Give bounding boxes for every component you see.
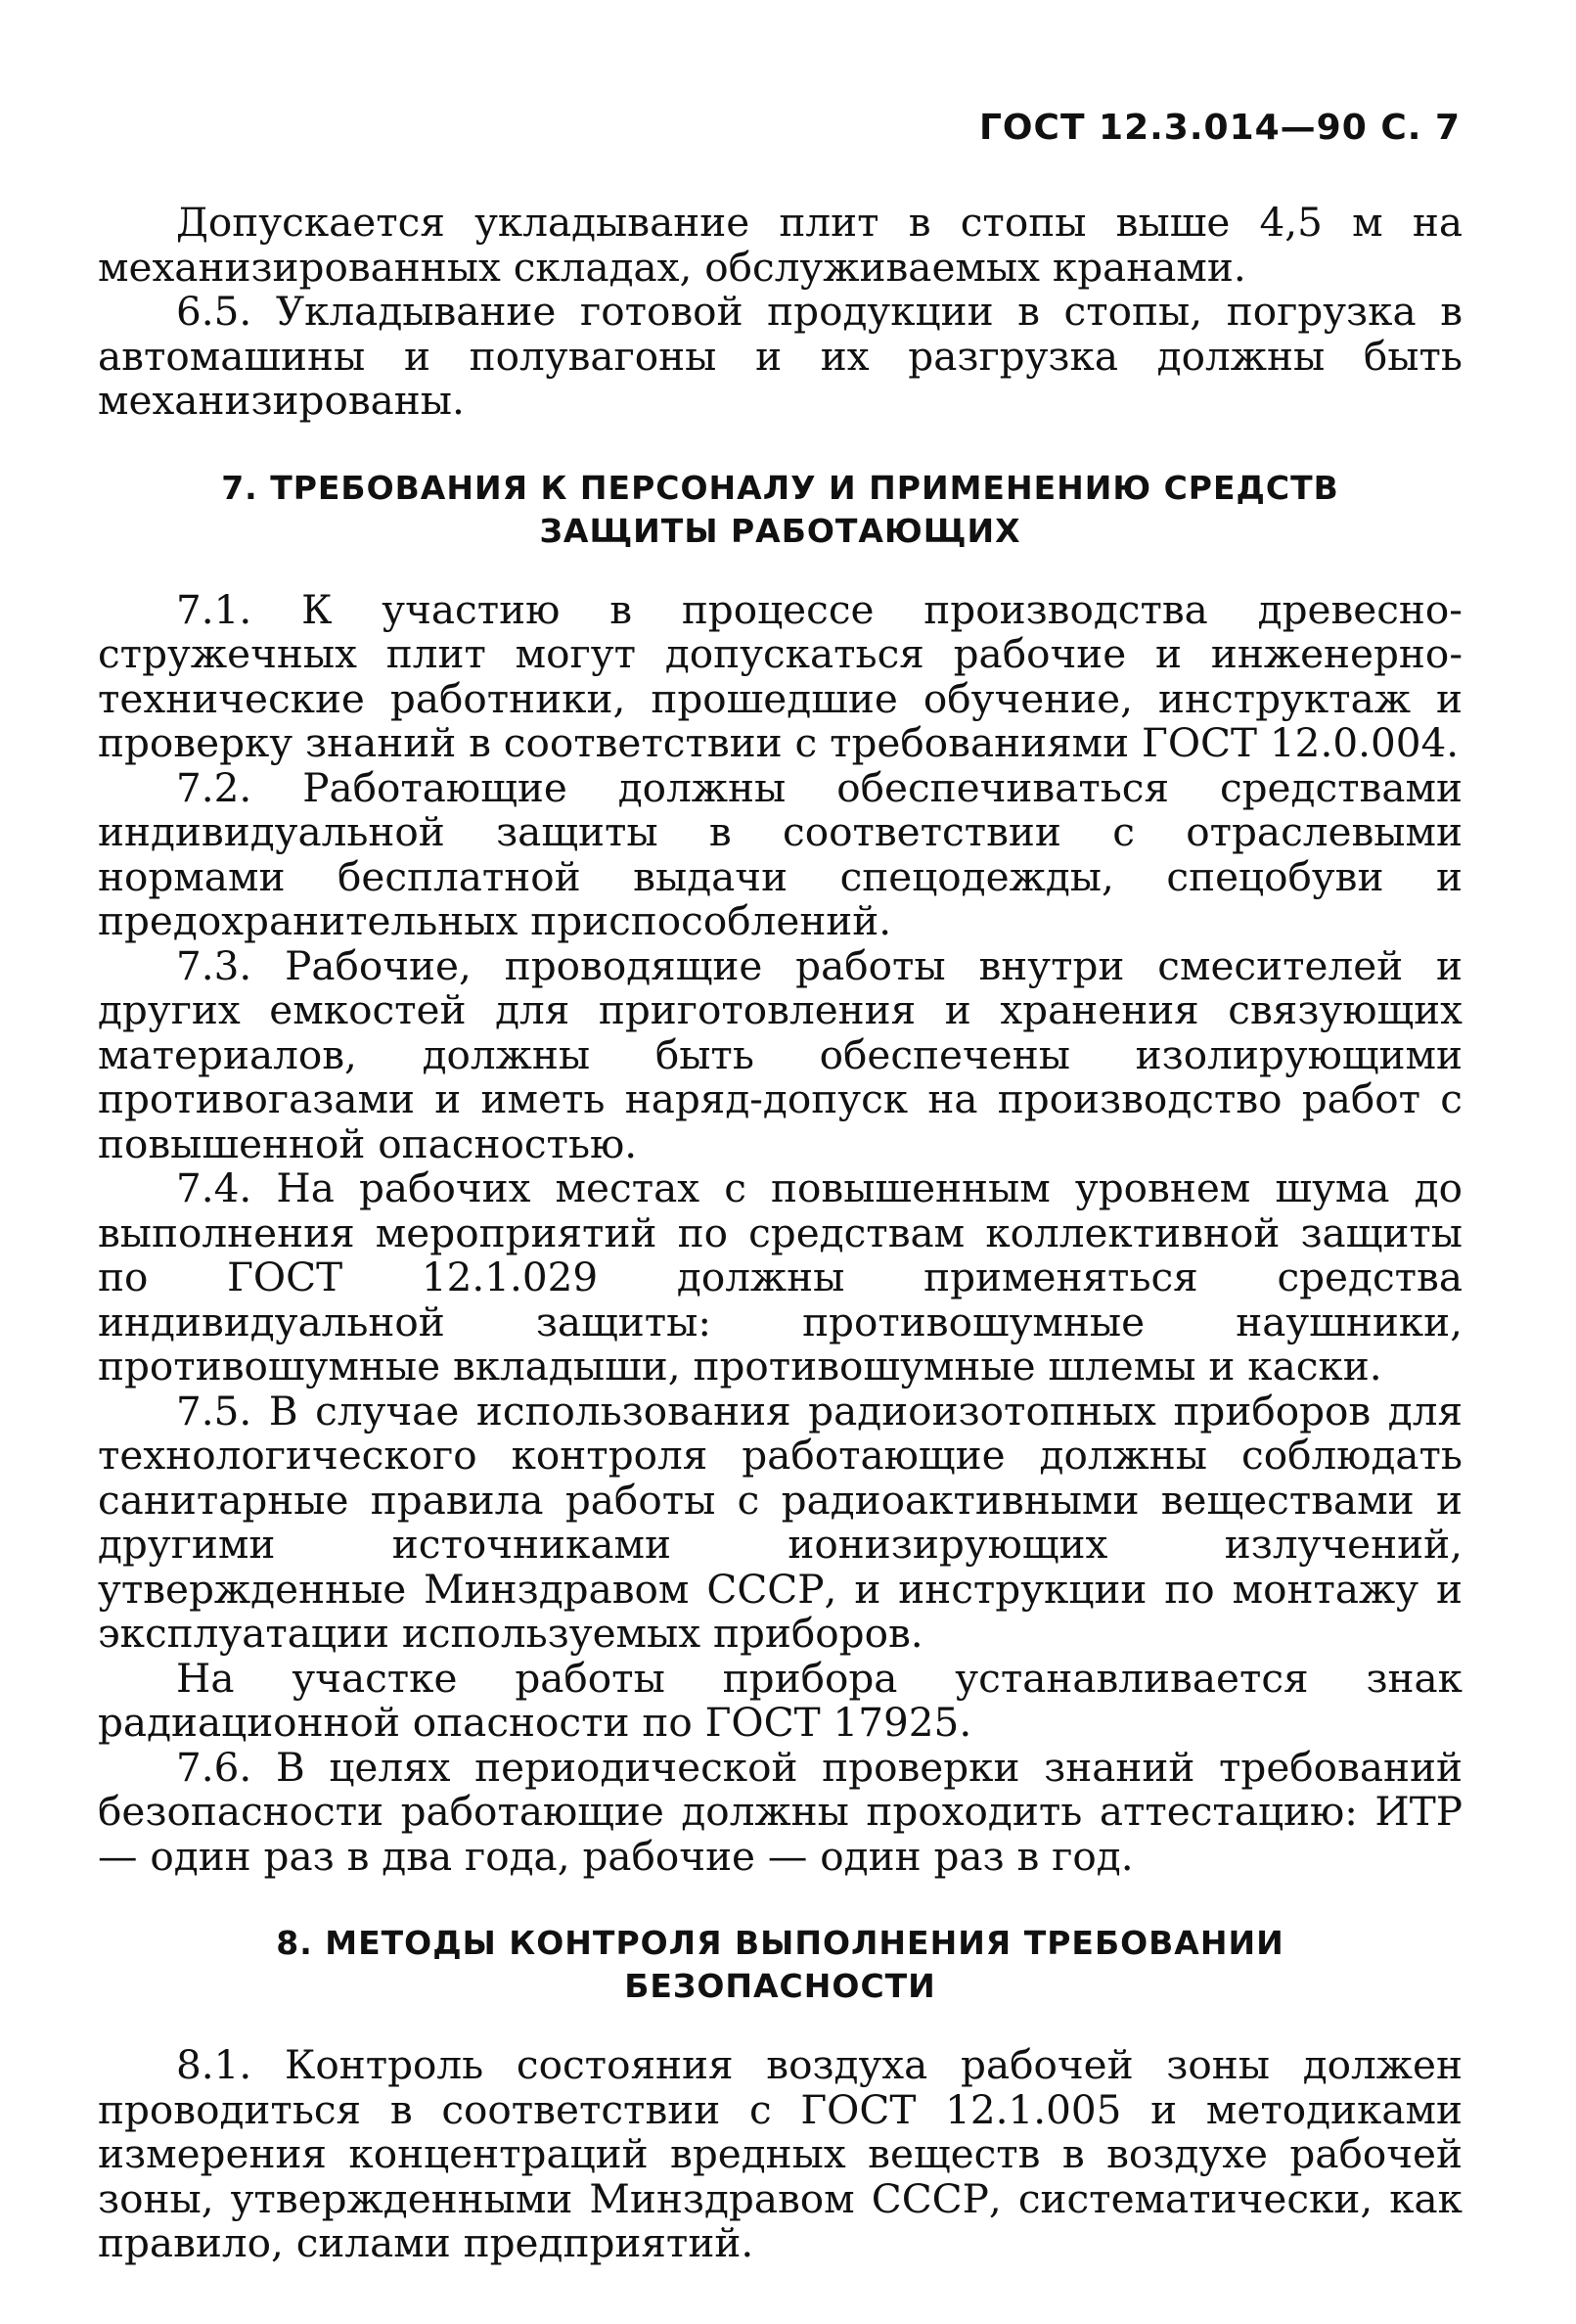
paragraph-7-4: 7.4. На рабочих местах с повышенным уровнем шума до выполнения мероприятий по средствам коллективной защиты по ГОСТ 12.1.029 должны применяться средства индивидуальной защиты: противошумные наушники, противошумные вкладыши, противошумные шлемы и каски. xyxy=(98,1164,1463,1390)
document-body xyxy=(98,201,1463,2266)
running-header: ГОСТ 12.3.014—90 С. 7 xyxy=(978,108,1461,148)
section-7-heading xyxy=(98,467,1463,553)
paragraph-6-5: 6.5. Укладывание готовой продукции в стопы, погрузка в автомашины и полувагоны и их разгрузка должны быть механизированы. xyxy=(98,288,1463,424)
section-8-heading-line-2: БЕЗОПАСНОСТИ xyxy=(624,1967,936,2005)
section-8-heading xyxy=(98,1922,1463,2008)
paragraph-7-5: 7.5. В случае использования радиоизотопных приборов для технологического контроля работающие должны соблюдать санитарные правила работы с радиоактивными веществами и другими источниками ионизирующих излучений, утвержденные Минздравом СССР, и инструкции по монтажу и эксплуатации используемых приборов. xyxy=(98,1387,1463,1657)
paragraph-radiation-sign: На участке работы прибора устанавливается знак радиационной опасности по ГОСТ 17925. xyxy=(98,1654,1463,1746)
paragraph-storage-height: Допускается укладывание плит в стопы выше 4,5 м на механизированных складах, обслуживаемых кранами. xyxy=(98,199,1463,291)
paragraph-7-3: 7.3. Рабочие, проводящие работы внутри смесителей и других емкостей для приготовления и хранения связующих материалов, должны быть обеспечены изолирующими противогазами и иметь наряд-допуск на производство работ с повышенной опасностью. xyxy=(98,941,1463,1167)
section-8-heading-line-1: 8. МЕТОДЫ КОНТРОЛЯ ВЫПОЛНЕНИЯ ТРЕБОВАНИИ xyxy=(276,1924,1284,1962)
paragraph-7-1: 7.1. К участию в процессе производства древесно-стружечных плит могут допускаться рабочие и инженерно-технические работники, прошедшие обучение, инструктаж и проверку знаний в соответствии с требованиями ГОСТ 12.0.004. xyxy=(98,585,1463,766)
section-7-heading-line-2: ЗАЩИТЫ РАБОТАЮЩИХ xyxy=(539,511,1021,550)
paragraph-8-1: 8.1. Контроль состояния воздуха рабочей зоны должен проводиться в соответствии с ГОСТ 12.1.005 и методиками измерения концентраций вредных веществ в воздухе рабочей зоны, утвержденными Минздравом СССР, систематически, как правило, силами предприятий. xyxy=(98,2041,1463,2266)
paragraph-7-2: 7.2. Работающие должны обеспечиваться средствами индивидуальной защиты в соответствии с отраслевыми нормами бесплатной выдачи спецодежды, спецобуви и предохранительных приспособлений. xyxy=(98,763,1463,944)
paragraph-7-6: 7.6. В целях периодической проверки знаний требований безопасности работающие должны проходить аттестацию: ИТР — один раз в два года, рабочие — один раз в год. xyxy=(98,1743,1463,1880)
section-7-heading-line-1: 7. ТРЕБОВАНИЯ К ПЕРСОНАЛУ И ПРИМЕНЕНИЮ СРЕДСТВ xyxy=(221,468,1339,507)
